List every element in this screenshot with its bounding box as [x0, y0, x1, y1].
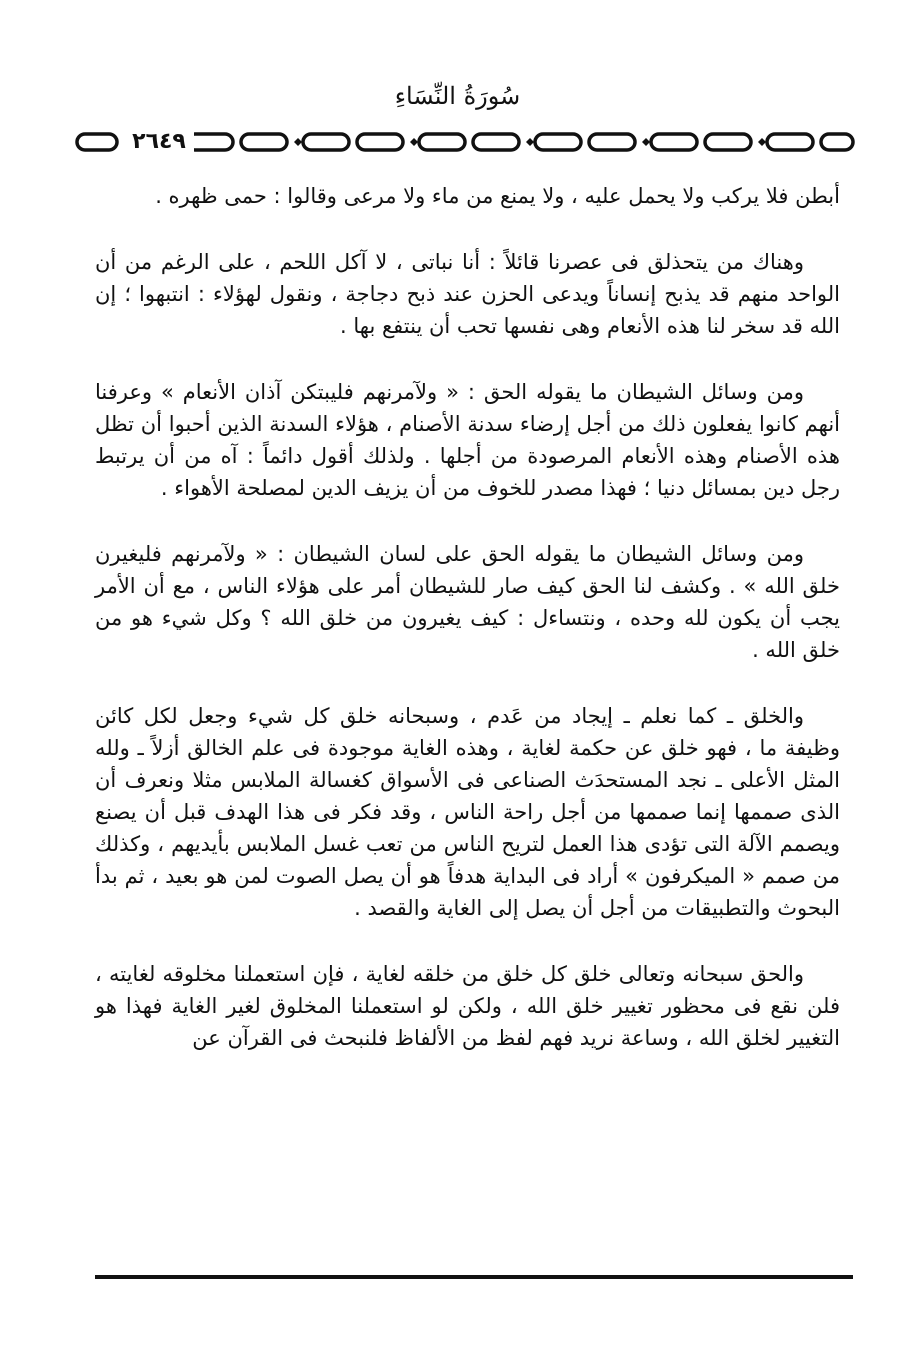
paragraph: ومن وسائل الشيطان ما يقوله الحق على لسان الشيطان : « ولآمرنهم فليغيرن خلق الله » . وكشف لنا الحق كيف صار للشيطان أمر على هؤلاء الناس ، مع أن الأمر يجب أن يكون لله وحده ، ونتساءل : كيف يغيرون من خلق الله ؟ وكل شيء هو من خلق الله .: [95, 542, 840, 662]
body-text: [95, 180, 840, 1088]
paragraph: والحق سبحانه وتعالى خلق كل خلق من خلقه لغاية ، فإن استعملنا مخلوقه لغايته ، فلن نقع فى محظور تغيير خلق الله ، ولكن لو استعملنا المخلوق لغير الغاية فهذا هو التغيير لخلق الله ، وساعة نريد فهم لفظ من الألفاظ فلنبحث فى القرآن عن: [95, 962, 840, 1050]
surah-title: سُورَةُ النِّسَاءِ: [394, 82, 521, 110]
paragraph: والخلق ـ كما نعلم ـ إيجاد من عَدم ، وسبحانه خلق كل شيء وجعل لكل كائن وظيفة ما ، فهو خلق عن حكمة لغاية ، وهذه الغاية موجودة فى علم الخالق أزلاً ـ ولله المثل الأعلى ـ نجد المستحدَث الصناعى فى الأسواق كغسالة الملابس مثلا ونعرف أن الذى صممها إنما صممها من أجل راحة الناس ، وقد فكر فى هذا الهدف قبل أن يصنع ويصمم الآلة التى تؤدى هذا العمل لتريح الناس من تعب غسل الملابس بأيديهم ، وكذلك من صمم « الميكرفون » أراد فى البداية هدفاً هو أن يصل الصوت لمن هو بعيد ، ثم بدأ البحوث والتطبيقات من أجل أن يصل إلى الغاية والقصد .: [95, 704, 840, 920]
page-number: ٢٦٤٩: [124, 128, 194, 156]
paragraph: أبطن فلا يركب ولا يحمل عليه ، ولا يمنع من ماء ولا مرعى وقالوا : حمى ظهره .: [155, 184, 840, 208]
paragraph: وهناك من يتحذلق فى عصرنا قائلاً : أنا نباتى ، لا آكل اللحم ، على الرغم من أن الواحد منهم قد يذبح إنساناً ويدعى الحزن عند ذبح دجاجة ، ونقول لهؤلاء : انتبهوا ؛ إن الله قد سخر لنا هذه الأنعام وهى نفسها تحب أن ينتفع بها .: [95, 250, 840, 338]
footer-rule: [95, 1275, 853, 1279]
paragraph: ومن وسائل الشيطان ما يقوله الحق : « ولآمرنهم فليبتكن آذان الأنعام » وعرفنا أنهم كانوا يفعلون ذلك من أجل إرضاء سدنة الأصنام ، هؤلاء السدنة الذين أحبوا أن تظل هذه الأصنام وهذه الأنعام المرصودة من أجلها . ولذلك أقول دائماً : آه من أن يرتبط رجل دين بمسائل دنيا ؛ فهذا مصدر للخوف من أن يزيف الدين لمصلحة الأهواء .: [95, 380, 840, 500]
